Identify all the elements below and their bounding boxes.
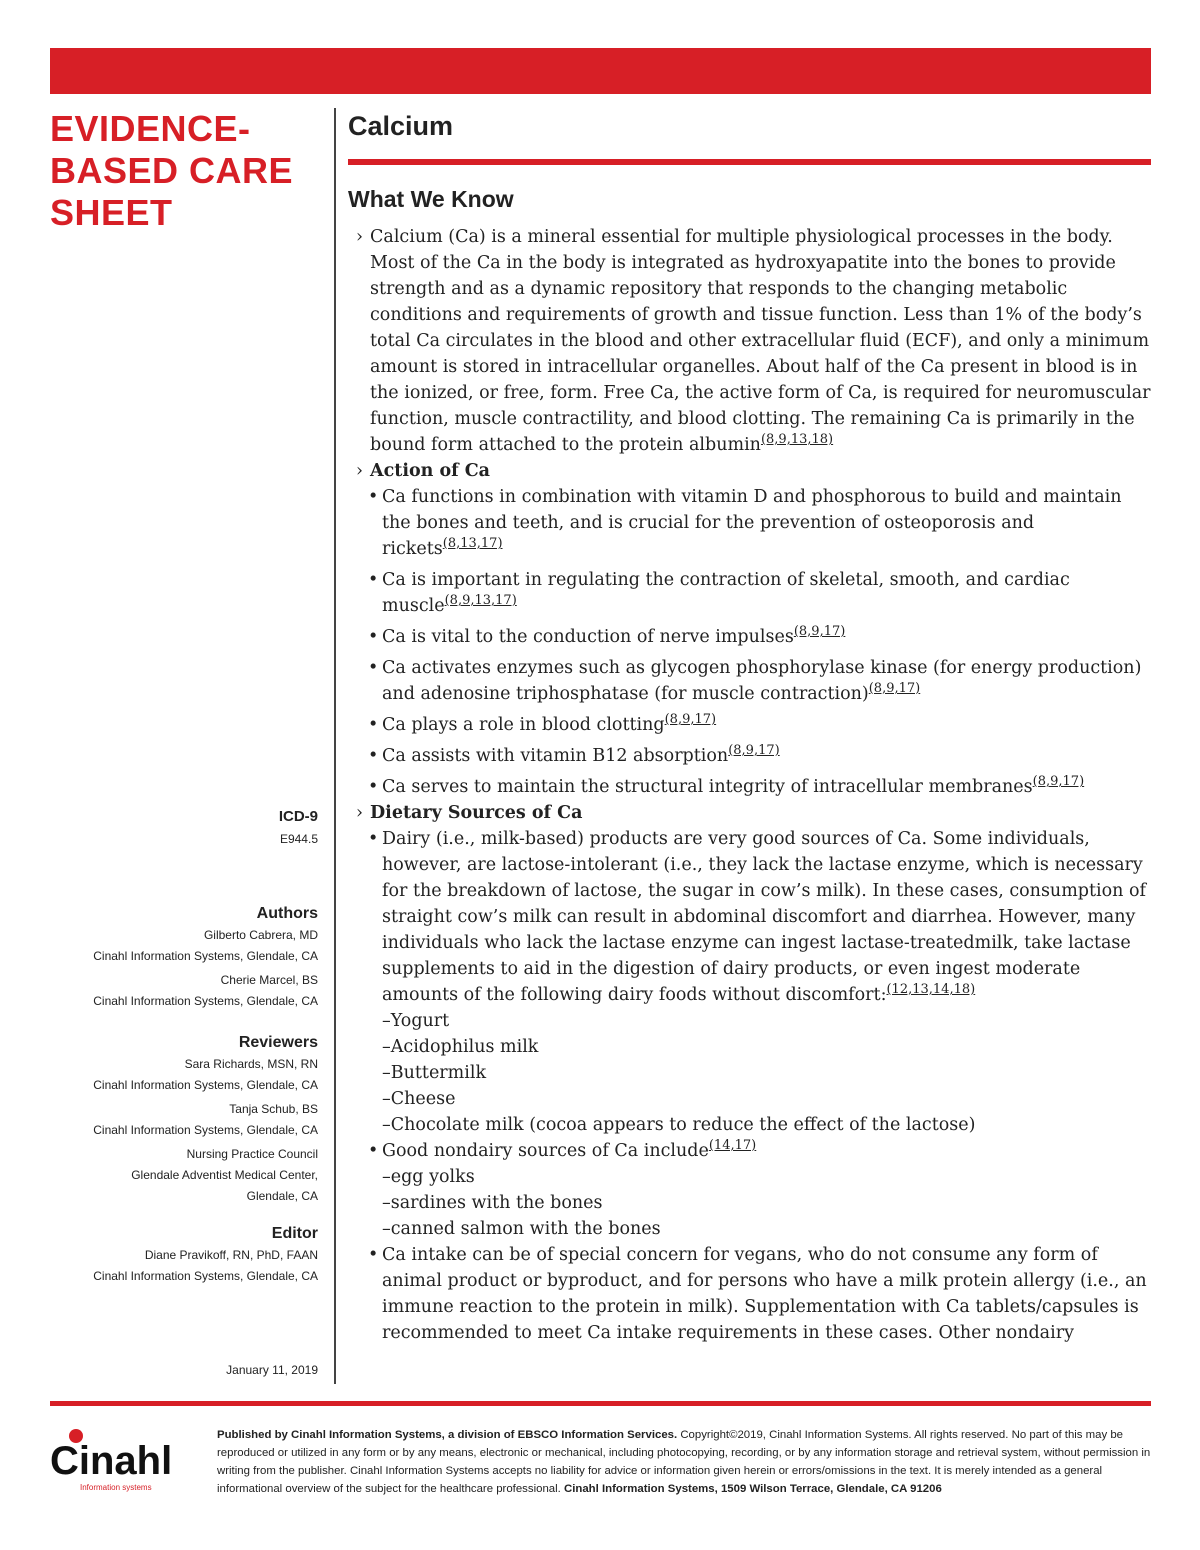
list-item (356, 567, 1153, 619)
bullet-icon: • (368, 746, 379, 766)
author-affiliation: Cinahl Information Systems, Glendale, CA (93, 994, 318, 1008)
list-item-text: Dairy (i.e., milk-based) products are very good sources of Ca. Some individuals, however, are lactose-intolerant (i.e., they lack the lactase enzyme, which is necessary for the breakdown of lactose, the sugar in cow’s milk). In these cases, consumption of straight cow’s milk can result in abdominal discomfort and diarrhea. However, many individuals who lack the lactase enzyme can ingest lactase-treatedmilk, take lactase supplements to aid in the digestion of dairy products, or even ingest moderate amounts of the following dairy foods without discomfort: (382, 829, 1147, 1005)
list-item (356, 712, 1153, 738)
list-item (356, 743, 1153, 769)
list-item-text: Ca functions in combination with vitamin D and phosphorous to build and maintain the bones and teeth, and is crucial for the prevention of osteoporosis and rickets (382, 487, 1122, 559)
cinahl-logo (50, 1422, 180, 1502)
icd-code: E944.5 (279, 832, 318, 846)
sub-list-item: –egg yolks (382, 1167, 475, 1187)
reviewer-affiliation: Cinahl Information Systems, Glendale, CA (93, 1078, 318, 1092)
body-content (356, 224, 1153, 1346)
citation-link[interactable]: (8,9,17) (793, 624, 846, 639)
list-item (356, 1138, 1153, 1164)
author-name: Gilberto Cabrera, MD (203, 928, 318, 942)
bullet-icon: • (368, 777, 379, 797)
credits (50, 905, 318, 1301)
bullet-icon: • (368, 570, 379, 590)
logo-tagline: Information systems (80, 1483, 152, 1492)
list-item-text: Ca is vital to the conduction of nerve impulses (382, 627, 794, 647)
citation-link[interactable]: (8,9,17) (868, 681, 921, 696)
footer-rule (50, 1401, 1151, 1406)
bullet-icon: • (368, 1245, 379, 1265)
sub-list-item: –Acidophilus milk (382, 1037, 539, 1057)
list-item (356, 826, 1153, 1008)
chevron-right-icon: › (356, 461, 363, 481)
dietary-heading (356, 800, 1153, 826)
footer-publisher: Published by Cinahl Information Systems, a division of EBSCO Information Services. (217, 1429, 678, 1441)
citation-link[interactable]: (8,9,17) (1032, 774, 1085, 789)
footer-text: Copyright©2019, Cinahl Information Systems. All rights reserved. No part of this may be reproduced or utilized in any form or by any means, electronic or mechanical, including photocopying, recording, or by any information storage and retrieval system, without permission in writing from the publisher. Cinahl Information Systems accepts no liability for advice or information given herein or errors/omissions in the text. It is merely intended as a general informational overview of the subject for the healthcare professional. (217, 1429, 1151, 1495)
list-item (356, 1242, 1153, 1346)
bullet-icon: • (368, 658, 379, 678)
section-heading: What We Know (348, 186, 514, 212)
sub-list-item: –sardines with the bones (382, 1193, 603, 1213)
editor-heading: Editor (271, 1225, 318, 1242)
citation-link[interactable]: (8,9,17) (664, 712, 717, 727)
publication-date: January 11, 2019 (226, 1363, 318, 1377)
top-banner-bar (50, 48, 1151, 94)
footer-copyright (217, 1426, 1151, 1498)
list-item (356, 484, 1153, 562)
dietary-heading-text: Dietary Sources of Ca (370, 803, 583, 823)
reviewer-name: Nursing Practice Council (186, 1147, 318, 1161)
reviewers-heading: Reviewers (238, 1034, 318, 1051)
author-affiliation: Cinahl Information Systems, Glendale, CA (93, 949, 318, 963)
list-item-text: Ca serves to maintain the structural integrity of intracellular membranes (382, 777, 1033, 797)
reviewer-affiliation: Cinahl Information Systems, Glendale, CA (93, 1123, 318, 1137)
reviewer-name: Tanja Schub, BS (229, 1102, 318, 1116)
sub-list-item: –Cheese (382, 1089, 456, 1109)
bullet-icon: • (368, 715, 379, 735)
logo-wordmark: Cinahl (50, 1439, 173, 1483)
list-item-text: Ca plays a role in blood clotting (382, 715, 665, 735)
list-item-text: Ca intake can be of special concern for vegans, who do not consume any form of animal product or byproduct, and for persons who have a milk protein allergy (i.e., an immune reaction to the protein in milk). Supplementation with Ca tablets/capsules is recommended to meet Ca intake requirements in these cases. Other nondairy (382, 1245, 1147, 1343)
list-item (356, 624, 1153, 650)
main-header (348, 108, 1151, 144)
authors-heading: Authors (256, 905, 318, 922)
footer-address: Cinahl Information Systems, 1509 Wilson Terrace, Glendale, CA 91206 (560, 1483, 942, 1495)
chevron-right-icon: › (356, 227, 363, 247)
bullet-icon: • (368, 829, 379, 849)
citation-link[interactable]: (14,17) (708, 1138, 757, 1153)
list-item (356, 655, 1153, 707)
action-heading-text: Action of Ca (370, 461, 491, 481)
icd-label: ICD-9 (278, 808, 318, 825)
sidebar (50, 108, 318, 1380)
column-divider (334, 108, 336, 1384)
citation-link[interactable]: (8,13,17) (442, 536, 503, 551)
reviewer-affiliation: Glendale Adventist Medical Center, (131, 1168, 318, 1182)
list-item-text: Ca activates enzymes such as glycogen phosphorylase kinase (for energy production) and adenosine triphosphatase (for muscle contraction) (382, 658, 1142, 704)
bullet-icon: • (368, 627, 379, 647)
page-title: Calcium (348, 111, 454, 141)
authors-group (50, 905, 318, 1012)
sub-list-item: –Yogurt (382, 1011, 450, 1031)
bullet-icon: • (368, 1141, 379, 1161)
reviewers-group (50, 1034, 318, 1207)
intro-paragraph (356, 224, 1153, 458)
list-item-text: Good nondairy sources of Ca include (382, 1141, 709, 1161)
citation-link[interactable]: (8,9,13,17) (444, 593, 517, 608)
author-name: Cherie Marcel, BS (220, 973, 318, 987)
editor-name: Diane Pravikoff, RN, PhD, FAAN (144, 1248, 318, 1262)
citation-link[interactable]: (12,13,14,18) (886, 982, 976, 997)
sub-list-item: –canned salmon with the bones (382, 1219, 661, 1239)
citation-link[interactable]: (8,9,13,18) (760, 432, 834, 447)
reviewer-name: Sara Richards, MSN, RN (184, 1057, 318, 1071)
sheet-type-title: EVIDENCE- BASED CARE SHEET (50, 108, 294, 233)
sub-list-item: –Chocolate milk (cocoa appears to reduce the effect of the lactose) (382, 1115, 976, 1135)
chevron-right-icon: › (356, 803, 363, 823)
citation-link[interactable]: (8,9,17) (728, 743, 780, 758)
list-item-text: Ca assists with vitamin B12 absorption (382, 746, 729, 766)
list-item-text: Ca is important in regulating the contraction of skeletal, smooth, and cardiac muscle (382, 570, 1070, 616)
icd-block (50, 808, 318, 850)
intro-text: Calcium (Ca) is a mineral essential for multiple physiological processes in the body. Most of the Ca in the body is integrated as hydroxyapatite into the bones to provide strength and as a dynamic repository that responds to the changing metabolic conditions and requirements of growth and tissue function. Less than 1% of the body’s total Ca circulates in the blood and other extracellular fluid (ECF), and only a minimum amount is stored in intracellular organelles. About half of the Ca present in blood is in the ionized, or free, form. Free Ca, the active form of Ca, is required for neuromuscular function, muscle contractility, and blood clotting. The remaining Ca is primarily in the bound form attached to the protein albumin (370, 227, 1151, 455)
editor-affiliation: Cinahl Information Systems, Glendale, CA (93, 1269, 318, 1283)
title-rule (348, 159, 1151, 165)
editor-group (50, 1225, 318, 1287)
list-item (356, 774, 1153, 800)
sub-list-item: –Buttermilk (382, 1063, 487, 1083)
reviewer-affiliation-city: Glendale, CA (246, 1189, 318, 1203)
action-heading (356, 458, 1153, 484)
cinahl-logo-icon (50, 1422, 180, 1502)
bullet-icon: • (368, 487, 379, 507)
